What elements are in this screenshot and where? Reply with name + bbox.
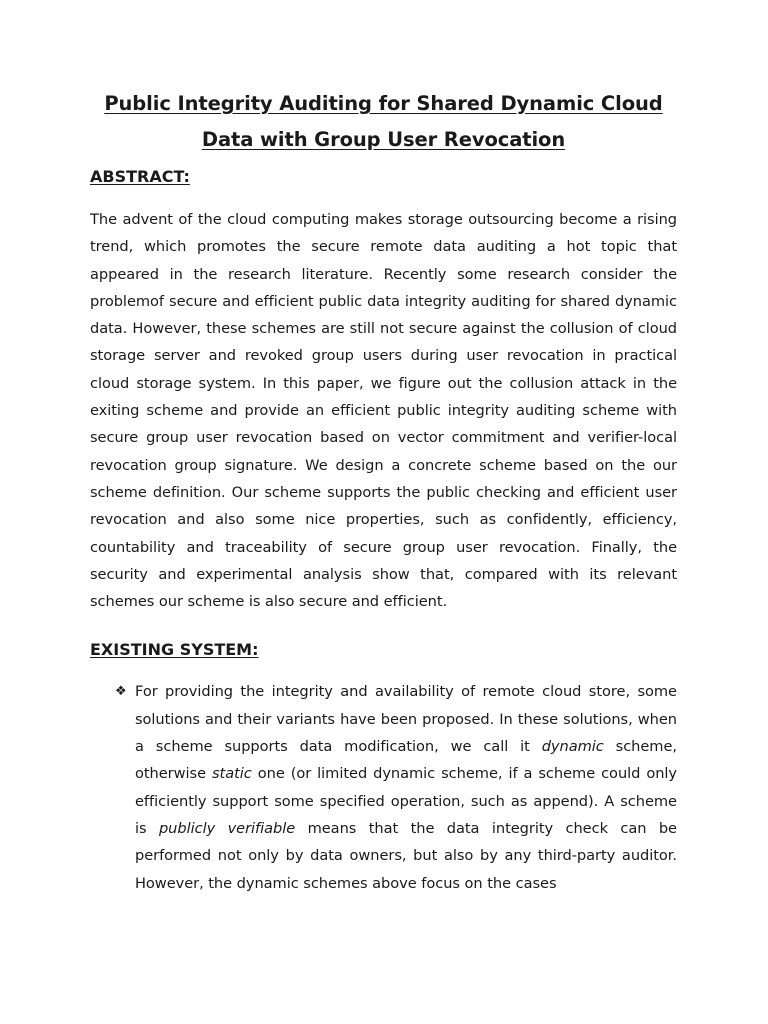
bullet-text-part-3: one (or limited dynamic scheme, if a scheme could only efficiently support some specified operation, such as append). A scheme is xyxy=(135,765,677,837)
abstract-paragraph: The advent of the cloud computing makes storage outsourcing become a rising trend, which promotes the secure remote data auditing a hot topic that appeared in the research literature. Recently some research consider the problemof secure and efficient public data integrity auditing for shared dynamic data. However, these schemes are still not secure against the collusion of cloud storage server and revoked group users during user revocation in practical cloud storage system. In this paper, we figure out the collusion attack in the exiting scheme and provide an efficient public integrity auditing scheme with secure group user revocation based on vector commitment and verifier-local revocation group signature. We design a concrete scheme based on the our scheme definition. Our scheme supports the public checking and efficient user revocation and also some nice properties, such as confidently, efficiency, countability and traceability of secure group user revocation. Finally, the security and experimental analysis show that, compared with its relevant schemes our scheme is also secure and efficient. xyxy=(90,211,677,611)
existing-system-bullet xyxy=(90,678,677,896)
bullet-em-static: static xyxy=(211,765,252,783)
title-line-2: Data with Group User Revocation xyxy=(201,128,566,151)
bullet-text-part-4: means that the data integrity check can be performed not only by data owners, but also by any third-party auditor. However, the dynamic schemes above focus on the cases xyxy=(135,819,677,892)
bullet-text xyxy=(135,678,677,896)
existing-system-heading: EXISTING SYSTEM: xyxy=(90,640,259,660)
document-title xyxy=(90,86,677,158)
bullet-text-part-1: For providing the integrity and availability of remote cloud store, some solutions and their variants have been proposed. In these solutions, when a scheme supports data modification, we call it xyxy=(135,683,677,756)
bullet-em-publicly-verifiable: publicly verifiable xyxy=(158,819,296,837)
abstract-heading: ABSTRACT: xyxy=(90,167,190,186)
diamond-bullet-icon: ❖ xyxy=(115,684,127,700)
title-line-1: Public Integrity Auditing for Shared Dynamic Cloud xyxy=(104,92,663,115)
document-page xyxy=(90,86,677,897)
bullet-text-part-2: scheme, otherwise xyxy=(135,738,677,783)
bullet-em-dynamic: dynamic xyxy=(541,738,604,756)
